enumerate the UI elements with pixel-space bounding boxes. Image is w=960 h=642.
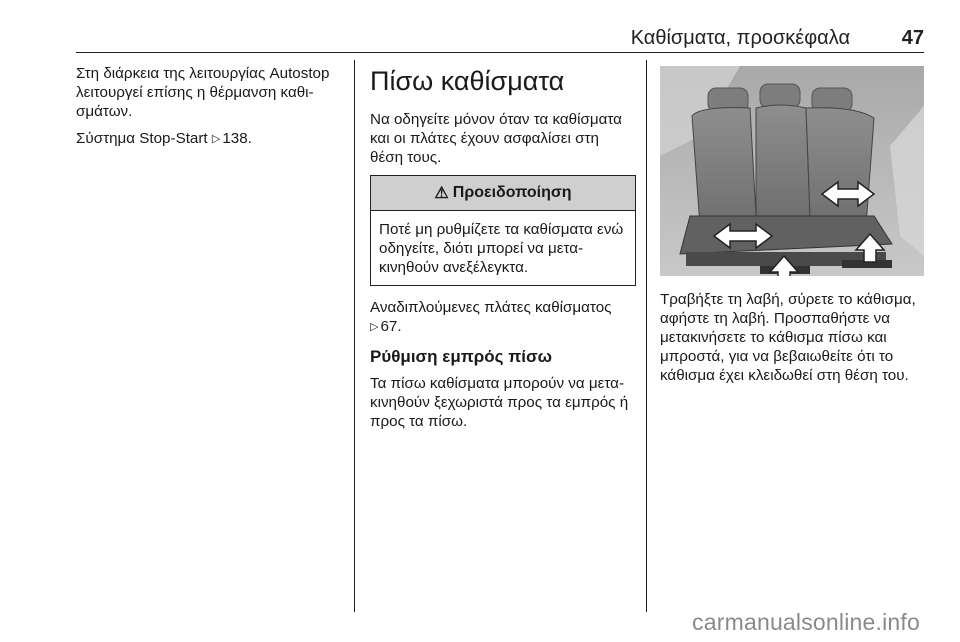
right-column <box>660 64 924 385</box>
reference-arrow-icon: ▷ <box>211 133 221 145</box>
reference-arrow-icon: ▷ <box>370 321 379 333</box>
warning-triangle-icon: ⚠ <box>434 185 449 202</box>
intro-paragraph: Να οδηγείτε μόνον όταν τα καθίσματα και οι πλάτες έχουν ασφαλίσει στη θέση τους. <box>370 111 622 166</box>
header-rule <box>76 52 924 53</box>
running-header: Καθίσματα, προσκέφαλα <box>630 27 850 49</box>
stop-start-text: Σύστημα Stop-Start <box>76 130 208 147</box>
warning-title: Προειδοποίηση <box>452 184 572 201</box>
column-divider <box>646 60 647 612</box>
subsection-body: Τα πίσω καθίσματα μπορούν να μετα- κινηθούν ξεχωριστά προς τα εμπρός ή προς τα πίσω. <box>370 375 629 430</box>
section-title: Πίσω καθίσματα <box>370 66 565 96</box>
warning-header <box>371 176 635 211</box>
warning-body <box>371 211 635 285</box>
middle-column <box>370 64 636 439</box>
rear-seat-illustration <box>660 66 924 276</box>
folding-text: Αναδιπλούμενες πλάτες καθίσματος <box>370 299 612 316</box>
subsection-title: Ρύθμιση εμπρός πίσω <box>370 347 552 366</box>
left-column <box>76 64 346 158</box>
folding-page-ref[interactable]: 67. <box>380 318 402 335</box>
column-divider <box>354 60 355 612</box>
watermark: carmanualsonline.info <box>692 609 920 635</box>
caption-text: Τραβήξτε τη λαβή, σύρετε το κάθισμα, αφήστε τη λαβή. Προσπαθήστε να μετακινήσετε το κάθισμα πίσω και μπροστά, για να βεβαιωθείτε ότι το κάθισμα έχει κλειδωθεί στη θέση του. <box>660 291 916 384</box>
warning-text: Ποτέ μη ρυθμίζετε τα καθίσματα ενώ οδηγείτε, διότι μπορεί να μετα- κινηθούν ανεξέλεγκτα. <box>379 221 624 276</box>
warning-box <box>370 175 636 286</box>
autostop-paragraph: Στη διάρκεια της λειτουργίας Autostop λειτουργεί επίσης η θέρμανση καθι- σμάτων. <box>76 65 330 120</box>
page-number: 47 <box>901 27 924 49</box>
stop-start-page-ref[interactable]: 138. <box>222 130 252 147</box>
folding-backrests-reference <box>370 298 636 338</box>
stop-start-reference <box>76 129 346 150</box>
figure-caption <box>660 290 924 385</box>
rear-seat-drawing <box>660 66 924 276</box>
